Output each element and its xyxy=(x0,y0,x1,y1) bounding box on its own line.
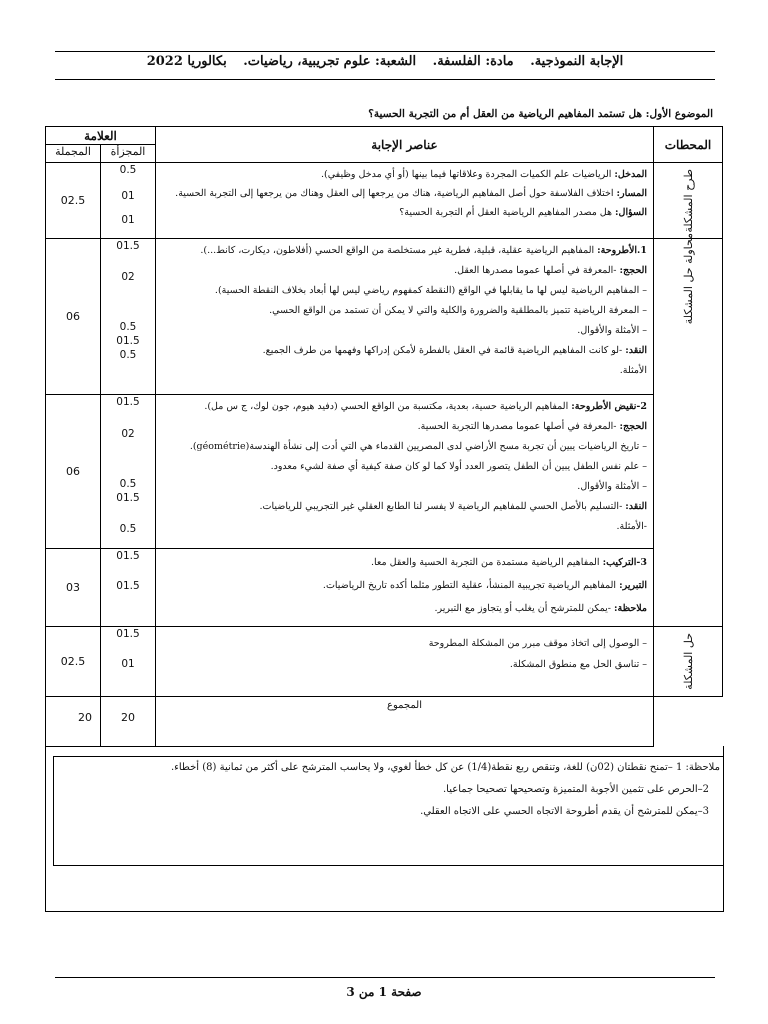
total-row xyxy=(46,697,723,747)
row-partial-marks xyxy=(101,163,156,239)
note-1: ملاحظة: 1 –تمنح نقطتان (02ن) للغة، وتنقص ربع نقطة(1/4) عن كل خطأ لغوي، ولا يحاسب المترشح على أكثر من ثمانية (8) أخطاء. xyxy=(170,762,720,773)
row-total-mark: 06 xyxy=(46,239,101,395)
partial-mark: 01.5 xyxy=(116,550,140,562)
partial-mark: 0.5 xyxy=(119,349,137,361)
partial-mark: 01.5 xyxy=(116,335,140,347)
table-row xyxy=(46,627,723,697)
partial-mark: 01.5 xyxy=(116,492,140,504)
topic-question: الموضوع الأول: هل تستمد المفاهيم الرياضية من العقل أم من التجربة الحسية؟ xyxy=(368,108,713,120)
total-mark-header: المجملة xyxy=(46,145,101,163)
partial-mark: 0.5 xyxy=(119,164,137,176)
row-content: – الوصول إلى اتخاذ موقف مبرر من المشكلة المطروحة – تناسق الحل مع منطوق المشكلة. xyxy=(156,627,654,697)
row-total-mark: 02.5 xyxy=(46,627,101,697)
header-subject: مادة: الفلسفة. xyxy=(432,54,514,69)
row-partial-marks xyxy=(101,627,156,697)
row-partial-marks xyxy=(101,395,156,549)
row-partial-marks xyxy=(101,239,156,395)
partial-mark-header: المجزأة xyxy=(101,145,156,163)
page-number: صفحة 1 من 3 xyxy=(346,985,422,999)
total-label: المجموع xyxy=(156,697,654,747)
note-2: 2–الحرص على تثمين الأجوبة المتميزة وتصحيحها تصحيحا جماعيا. xyxy=(442,784,709,795)
stage-label: حل المشكلة xyxy=(654,627,723,697)
partial-mark: 01.5 xyxy=(116,396,140,408)
header-title: الإجابة النموذجية. xyxy=(530,54,624,69)
partial-mark: 01.5 xyxy=(116,628,140,640)
partial-mark: 02 xyxy=(121,428,135,440)
row-content: المدخل: الرياضيات علم الكميات المجردة وعلاقاتها فيما بينها (أو أي مدخل وظيفي). المسار: اختلاف الفلاسفة حول أصل المفاهيم الرياضية، هناك من يرجعها إلى العقل وهناك من يرجعها إلى التجربة الحسية. السؤال: هل مصدر المفاهيم الرياضية العقل أم التجربة الحسية؟ xyxy=(156,163,654,239)
table-row xyxy=(46,163,723,239)
header-exam: بكالوريا 2022 xyxy=(146,54,227,69)
partial-mark: 0.5 xyxy=(119,478,137,490)
header-top-rule xyxy=(55,51,715,52)
partial-mark: 01 xyxy=(121,190,135,202)
partial-mark: 01 xyxy=(121,214,135,226)
row-partial-marks xyxy=(101,549,156,627)
mark-header: العلامة xyxy=(46,127,156,145)
note-3: 3–يمكن للمترشح أن يقدم أطروحة الاتجاه الحسي على الاتجاه العقلي. xyxy=(420,806,709,817)
row-content: 2-نقيض الأطروحة: المفاهيم الرياضية حسية، بعدية، مكتسبة من الواقع الحسي (دفيد هيوم، جون لوك، ج س مل). الحجج: -المعرفة في أصلها عموما مصدرها التجربة الحسية. – تاريخ الرياضيات يبين أن تجربة مسح الأراضي لدى المصريين القدماء هي التي أدت إلى نشأة الهندسة(géométrie). – علم نفس الطفل يبين أن الطفل يتصور العدد أولا كما لو كان صفة كيفية أي صفة لشيء معدود. – الأمثلة والأقوال. النقد: -التسليم بالأصل الحسي للمفاهيم الرياضية لا يفسر لنا الطابع العقلي غير التجريبي للرياضيات. -الأمثلة. xyxy=(156,395,654,549)
header-bottom-rule xyxy=(55,79,715,80)
elements-header: عناصر الإجابة xyxy=(156,127,654,163)
row-total-mark: 06 xyxy=(46,395,101,549)
partial-mark: 02 xyxy=(121,271,135,283)
partial-mark: 0.5 xyxy=(119,523,137,535)
exam-header xyxy=(55,54,715,69)
partial-mark: 01.5 xyxy=(116,240,140,252)
row-total-mark: 02.5 xyxy=(46,163,101,239)
grand-total: 20 xyxy=(46,697,101,747)
partial-mark: 01.5 xyxy=(116,580,140,592)
table-row xyxy=(46,395,723,549)
table-row xyxy=(46,239,723,395)
partial-mark: 0.5 xyxy=(119,321,137,333)
grand-partial-total: 20 xyxy=(101,697,156,747)
row-content: 1.الأطروحة: المفاهيم الرياضية عقلية، قبلية، فطرية غير مستخلصة من الواقع الحسي (أفلاطون، ديكارت، كانط...). الحجج: -المعرفة في أصلها عموما مصدرها العقل. – المفاهيم الرياضية ليس لها ما يقابلها في الواقع (النقطة كمفهوم رياضي ليس لها أبعاد بخلاف النقطة الحسية). – المعرفة الرياضية تتميز بالمطلقية والضرورة والكلية والتي لا يمكن أن تستمد من الواقع الحسي. – الأمثلة والأقوال. النقد: -لو كانت المفاهيم الرياضية قائمة في العقل بالفطرة لأمكن إدراكها وفهمها من طرف الجميع. الأمثلة. xyxy=(156,239,654,395)
stage-label: طرح المشكلة xyxy=(654,163,723,239)
stages-header: المحطات xyxy=(654,127,723,163)
footer-rule xyxy=(55,977,715,978)
stage-label: محاولة حل المشكلة xyxy=(654,239,723,627)
header-stream: الشعبة: علوم تجريبية، رياضيات. xyxy=(243,54,417,69)
notes-box xyxy=(53,756,724,866)
partial-mark: 01 xyxy=(121,658,135,670)
row-content: 3-التركيب: المفاهيم الرياضية مستمدة من التجربة الحسية والعقل معا. التبرير: المفاهيم الرياضية تجريبية المنشأ، عقلية التطور مثلما أكده تاريخ الرياضيات. ملاحظة: -يمكن للمترشح أن يغلب أو يتجاوز مع التبرير. xyxy=(156,549,654,627)
row-total-mark: 03 xyxy=(46,549,101,627)
table-row xyxy=(46,549,723,627)
answer-table xyxy=(45,126,723,747)
